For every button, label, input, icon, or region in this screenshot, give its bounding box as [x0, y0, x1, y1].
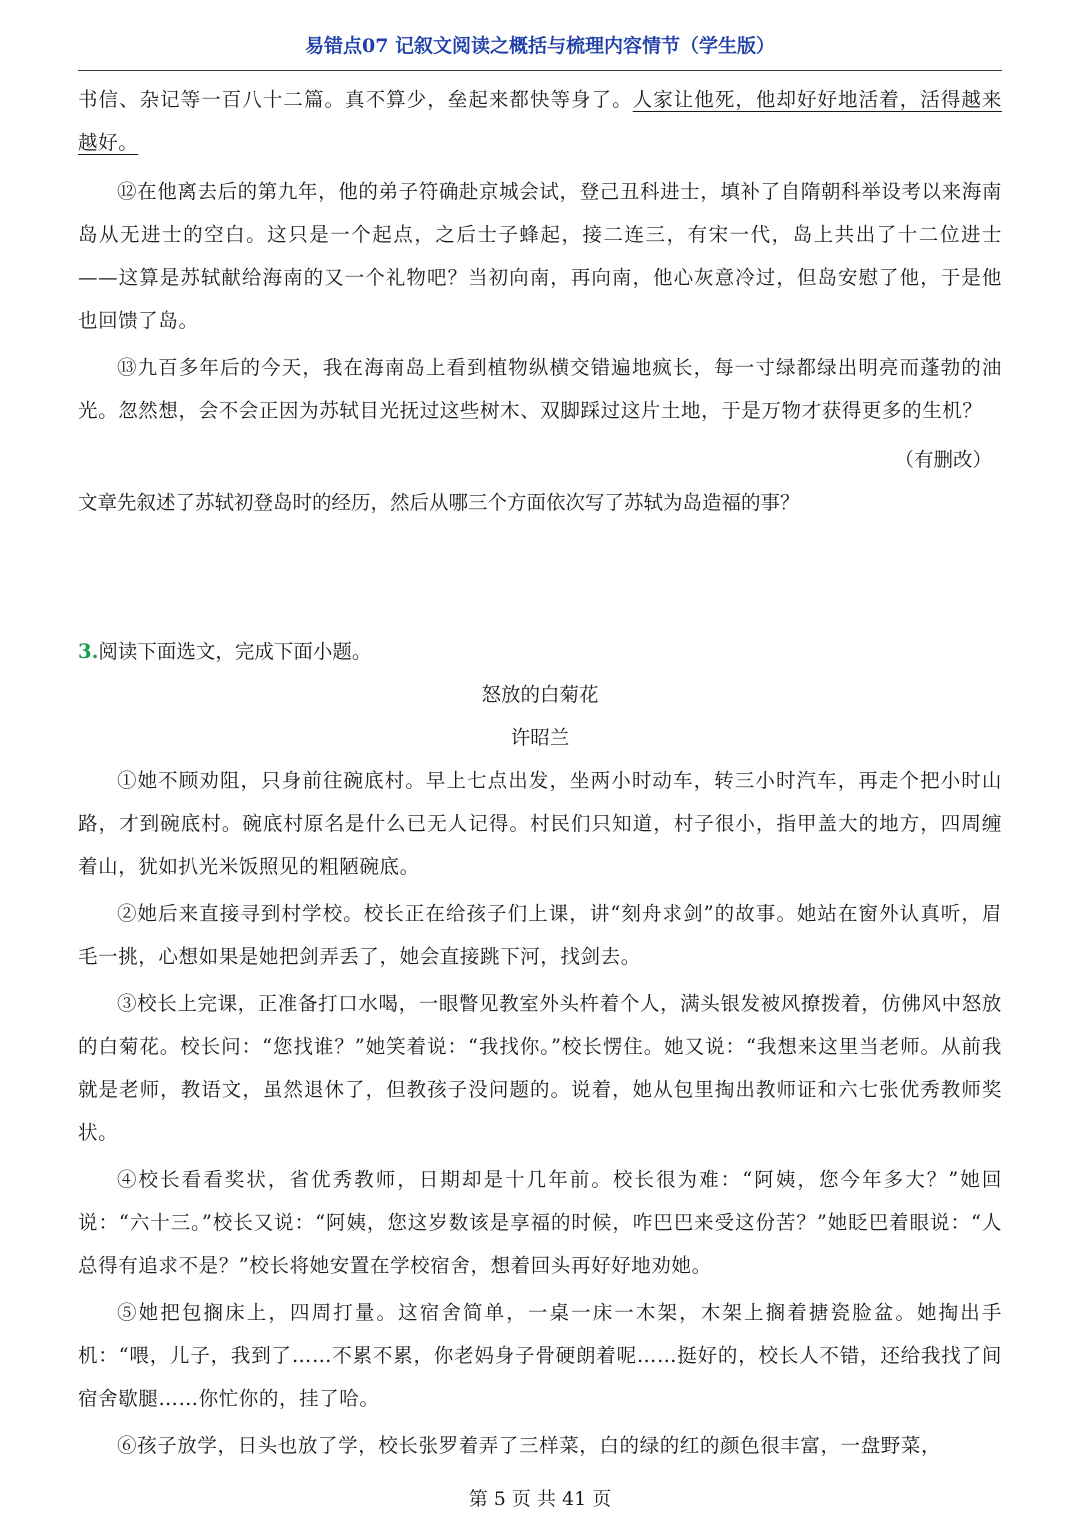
page-number-footer: 第 5 页 共 41 页 — [468, 1488, 612, 1510]
article-paragraph-5: ⑤她把包搁床上，四周打量。这宿舍简单，一桌一床一木架，木架上搁着搪瓷脸盆。她掏出手机：“喂，儿子，我到了……不累不累，你老妈身子骨硬朗着呢……挺好的，校长人不错，还给我找了间宿舍歇腿……你忙你的，挂了哈。 — [78, 1301, 1002, 1410]
article-paragraph-3: ③校长上完课，正准备打口水喝，一眼瞥见教室外头杵着个人，满头银发被风撩拨着，仿佛风中怒放的白菊花。校长问：“您找谁？”她笑着说：“我找你。”校长愣住。她又说：“我想来这里当老师。从前我就是老师，教语文，虽然退休了，但教孩子没问题的。说着，她从包里掏出教师证和六七张优秀教师奖状。 — [78, 992, 1002, 1144]
page-content — [78, 78, 1002, 1467]
article-title: 怒放的白菊花 — [481, 683, 599, 706]
article-paragraph-2: ②她后来直接寻到村学校。校长正在给孩子们上课，讲“刻舟求剑”的故事。她站在窗外认真听，眉毛一挑，心想如果是她把剑弄丢了，她会直接跳下河，找剑去。 — [78, 902, 1002, 968]
question-instruction: 阅读下面选文，完成下面小题。 — [98, 640, 372, 663]
paragraph-13: ⑬九百多年后的今天，我在海南岛上看到植物纵横交错遍地疯长，每一寸绿都绿出明亮而蓬勃的油光。忽然想，会不会正因为苏轼目光抚过这些树木、双脚踩过这片土地，于是万物才获得更多的生机？ — [78, 356, 1002, 422]
underlined-sentence: 人家让他死，他却好好地活着，活得越来越好。 — [78, 88, 1003, 154]
article-paragraph-6: ⑥孩子放学，日头也放了学，校长张罗着弄了三样菜，白的绿的红的颜色很丰富，一盘野菜， — [117, 1434, 942, 1457]
continuation-text: 书信、杂记等一百八十二篇。真不算少，垒起来都快等身了。 — [78, 88, 633, 111]
question-2-prompt: 文章先叙述了苏轼初登岛时的经历，然后从哪三个方面依次写了苏轼为岛造福的事？ — [78, 491, 800, 514]
page-header-title: 易错点07 记叙文阅读之概括与梳理内容情节（学生版） — [304, 35, 776, 57]
passage-continuation — [78, 78, 1002, 164]
article-paragraph-4: ④校长看看奖状，省优秀教师，日期却是十几年前。校长很为难：“阿姨，您今年多大？”她回说：“六十三。”校长又说：“阿姨，您这岁数该是享福的时候，咋巴巴来受这份苦？”她眨巴着眼说：“人总得有追求不是？”校长将她安置在学校宿舍，想着回头再好好地劝她。 — [78, 1168, 1002, 1277]
question-number: 3. — [78, 640, 99, 663]
edit-note: （有删改） — [894, 448, 992, 471]
article-author: 许昭兰 — [510, 726, 570, 749]
article-paragraph-1: ①她不顾劝阻，只身前往碗底村。早上七点出发，坐两小时动车，转三小时汽车，再走个把小时山路，才到碗底村。碗底村原名是什么已无人记得。村民们只知道，村子很小，指甲盖大的地方，四周缠着山，犹如扒光米饭照见的粗陋碗底。 — [78, 769, 1002, 878]
question-3-heading — [78, 630, 1002, 673]
header-divider — [78, 70, 1002, 71]
paragraph-12: ⑫在他离去后的第九年，他的弟子符确赴京城会试，登己丑科进士，填补了自隋朝科举设考以来海南岛从无进士的空白。这只是一个起点，之后士子蜂起，接二连三，有宋一代，岛上共出了十二位进士——这算是苏轼献给海南的又一个礼物吧？当初向南，再向南，他心灰意冷过，但岛安慰了他，于是他也回馈了岛。 — [78, 180, 1002, 332]
